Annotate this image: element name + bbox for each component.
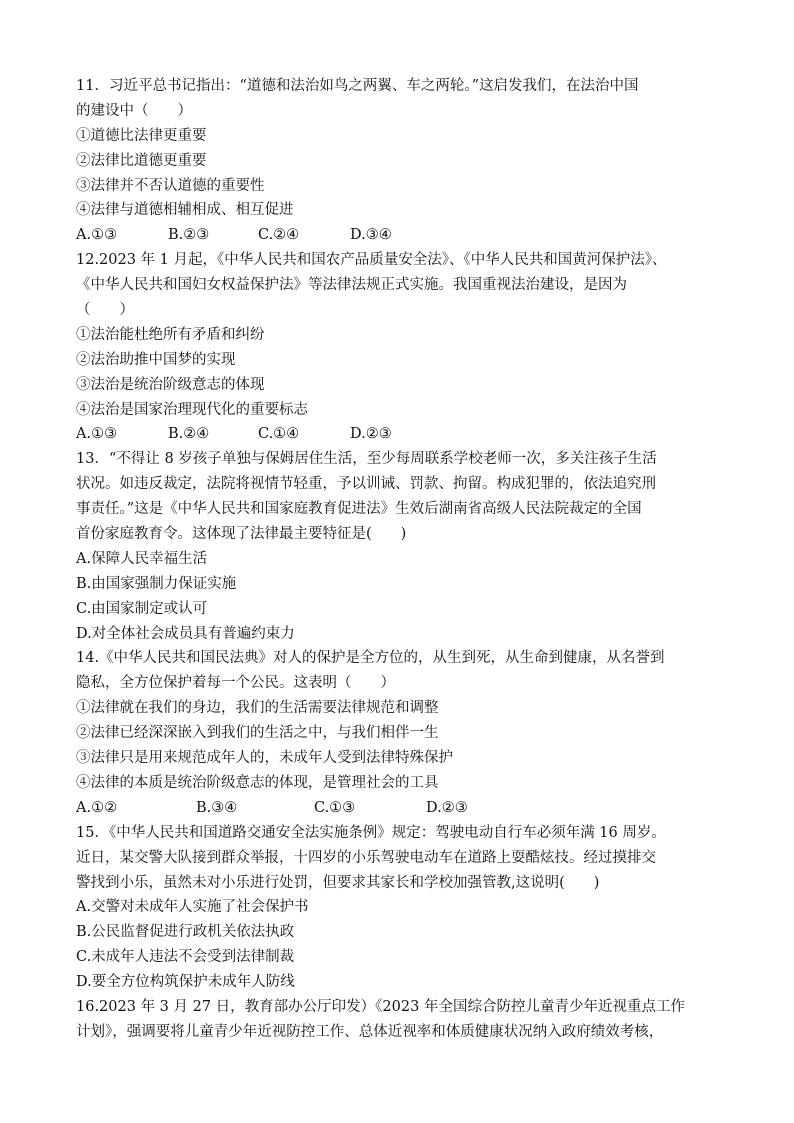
question-14-statement-4: ④法律的本质是统治阶级意志的体现，是管理社会的工具 bbox=[76, 774, 439, 791]
question-13-option-c: C.由国家制定或认可 bbox=[76, 600, 208, 617]
question-11-options bbox=[76, 223, 736, 248]
question-14-stem-line-1: 14.《中华人民共和国民法典》对人的保护是全方位的，从生到死，从生命到健康，从名誉到 bbox=[76, 650, 665, 667]
question-12-option-c: C.①④ bbox=[258, 426, 300, 443]
question-15-option-a: A.交警对未成年人实施了社会保护书 bbox=[76, 899, 309, 916]
question-15 bbox=[76, 821, 736, 995]
question-12-statement-4: ④法治是国家治理现代化的重要标志 bbox=[76, 401, 308, 418]
question-14-statement-1: ①法律就在我们的身边，我们的生活需要法律规范和调整 bbox=[76, 700, 439, 717]
question-12-option-a: A.①③ bbox=[76, 426, 118, 443]
question-11-option-b: B.②③ bbox=[168, 227, 210, 244]
question-12-stem-line-1: 12.2023 年 1 月起，《中华人民共和国农产品质量安全法》、《中华人民共和国黄河保护法》、 bbox=[76, 252, 667, 269]
question-16-stem-line-2: 计划》，强调要将儿童青少年近视防控工作、总体近视率和体质健康状况纳入政府绩效考核， bbox=[76, 1023, 664, 1040]
question-12-statement-1: ①法治能杜绝所有矛盾和纠纷 bbox=[76, 326, 265, 343]
question-12-option-d: D.②③ bbox=[350, 426, 392, 443]
question-14-option-a: A.①② bbox=[76, 799, 118, 816]
question-13-stem-line-4: 首份家庭教育令。这体现了法律最主要特征是( ) bbox=[76, 526, 407, 543]
question-14-statement-2: ②法律已经深深嵌入到我们的生活之中，与我们相伴一生 bbox=[76, 725, 439, 742]
question-12-options bbox=[76, 422, 736, 447]
question-11-statement-3: ③法律并不否认道德的重要性 bbox=[76, 177, 265, 194]
question-13-option-a: A.保障人民幸福生活 bbox=[76, 550, 208, 567]
question-14-stem-line-2: 隐私，全方位保护着每一个公民。这表明（ ） bbox=[76, 675, 395, 692]
question-15-stem-line-1: 15．《中华人民共和国道路交通安全法实施条例》规定：驾驶电动自行车必须年满 16 周岁。 bbox=[76, 824, 666, 841]
question-12-stem-line-3: （ ） bbox=[76, 302, 134, 319]
question-11-option-c: C.②④ bbox=[258, 227, 300, 244]
question-13 bbox=[76, 447, 736, 646]
question-11-statement-1: ①道德比法律更重要 bbox=[76, 127, 207, 144]
question-16 bbox=[76, 995, 736, 1045]
question-15-option-b: B.公民监督促进行政机关依法执政 bbox=[76, 924, 295, 941]
question-13-stem-line-1: 13．“不得让 8 岁孩子单独与保姆居住生活，至少每周联系学校老师一次，多关注孩子生活 bbox=[76, 451, 657, 468]
question-13-option-d: D.对全体社会成员具有普遍约束力 bbox=[76, 625, 295, 642]
question-14-options bbox=[76, 796, 736, 821]
question-14-option-c: C.①③ bbox=[314, 799, 356, 816]
question-15-stem-line-2: 近日，某交警大队接到群众举报，十四岁的小乐驾驶电动车在道路上耍酷炫技。经过摸排交 bbox=[76, 849, 656, 866]
question-12-statement-2: ②法治助推中国梦的实现 bbox=[76, 351, 236, 368]
question-11-statement-4: ④法律与道德相辅相成、相互促进 bbox=[76, 202, 294, 219]
question-15-stem-line-3: 警找到小乐，虽然未对小乐进行处罚，但要求其家长和学校加强管教,这说明( ) bbox=[76, 874, 600, 891]
question-11-option-a: A.①③ bbox=[76, 227, 118, 244]
question-11-option-d: D.③④ bbox=[350, 227, 392, 244]
question-14 bbox=[76, 646, 736, 820]
exam-page bbox=[76, 74, 736, 1045]
question-13-stem-line-3: 事责任。”这是《中华人民共和国家庭教育促进法》生效后湖南省高级人民法院裁定的全国 bbox=[76, 501, 642, 518]
question-14-option-b: B.③④ bbox=[196, 799, 238, 816]
question-16-stem-line-1: 16.2023 年 3 月 27 日，教育部办公厅印发）《2023 年全国综合防控儿童青少年近视重点工作 bbox=[76, 998, 685, 1015]
question-14-statement-3: ③法律只是用来规范成年人的，未成年人受到法律特殊保护 bbox=[76, 750, 453, 767]
question-13-stem-line-2: 状况。如违反裁定，法院将视情节轻重，予以训诫、罚款、拘留。构成犯罪的，依法追究刑 bbox=[76, 476, 656, 493]
question-15-option-c: C.未成年人违法不会受到法律制裁 bbox=[76, 949, 295, 966]
question-12-statement-3: ③法治是统治阶级意志的体现 bbox=[76, 376, 265, 393]
question-12-stem-line-2: 《中华人民共和国妇女权益保护法》等法律法规正式实施。我国重视法治建设，是因为 bbox=[76, 277, 627, 294]
question-11 bbox=[76, 74, 736, 248]
question-12 bbox=[76, 248, 736, 447]
question-14-option-d: D.②③ bbox=[426, 799, 468, 816]
question-12-option-b: B.②④ bbox=[168, 426, 210, 443]
question-11-statement-2: ②法律比道德更重要 bbox=[76, 152, 207, 169]
question-15-option-d: D.要全方位构筑保护未成年人防线 bbox=[76, 974, 295, 991]
question-11-stem-line-2: 的建设中（ ） bbox=[76, 102, 192, 119]
question-11-stem-line-1: 11．习近平总书记指出：“道德和法治如鸟之两翼、车之两轮。”这启发我们，在法治中国 bbox=[76, 78, 639, 94]
question-13-option-b: B.由国家强制力保证实施 bbox=[76, 575, 237, 592]
